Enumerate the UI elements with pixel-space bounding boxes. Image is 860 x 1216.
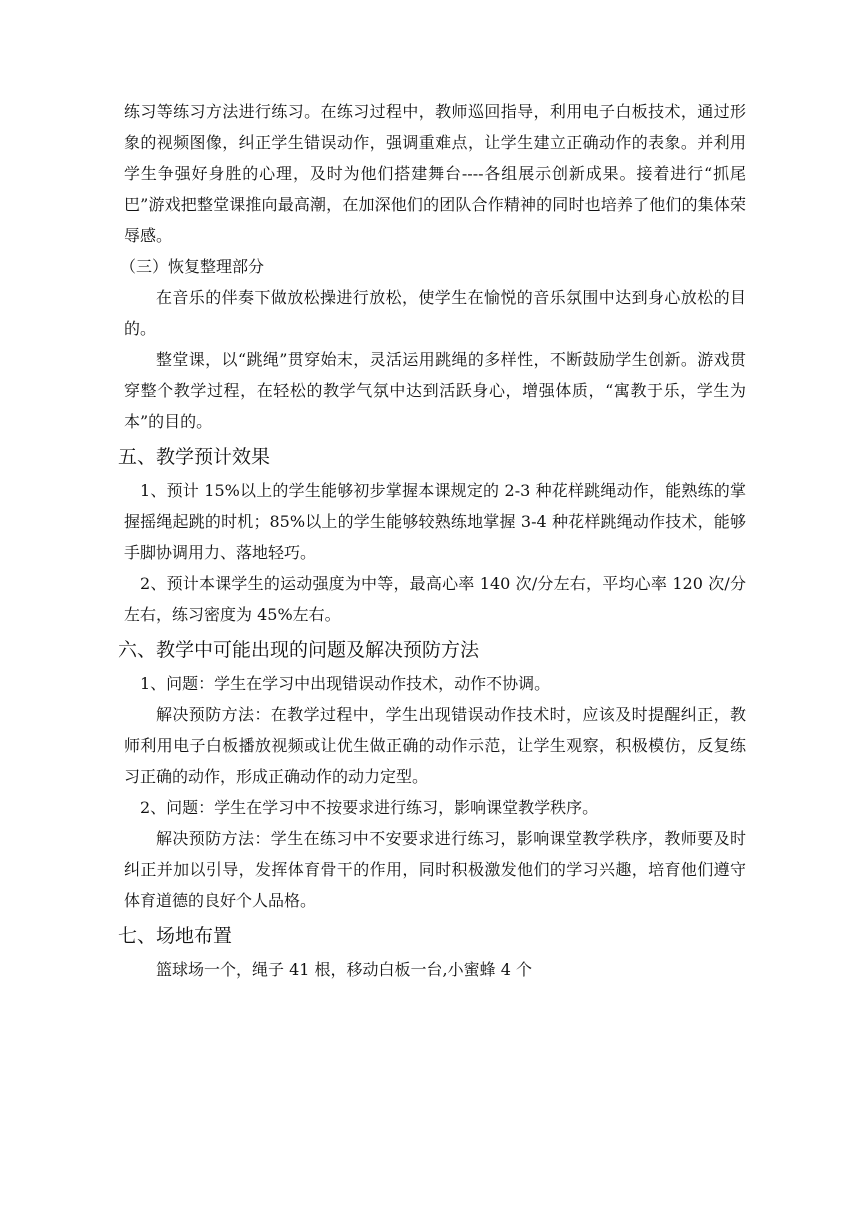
heading-venue: 七、场地布置 <box>118 925 233 947</box>
list-item-problem-2: 2、问题：学生在学习中不按要求进行练习，影响课堂教学秩序。 <box>140 798 599 817</box>
paragraph-solution-2: 解决预防方法：学生在练习中不安要求进行练习，影响课堂教学秩序，教师要及时纠正并加以引导，发挥体育骨干的作用，同时积极激发他们的学习兴趣，培育他们遵守体育道德的良好个人品格。 <box>124 829 746 910</box>
paragraph-summary: 整堂课，以“跳绳”贯穿始末，灵活运用跳绳的多样性，不断鼓励学生创新。游戏贯穿整个教学过程，在轻松的教学气氛中达到活跃身心，增强体质，“寓教于乐，学生为本”的目的。 <box>124 350 746 431</box>
document-page <box>118 96 746 985</box>
list-item-expected-1: 1、预计 15%以上的学生能够初步掌握本课规定的 2-3 种花样跳绳动作，能熟练的掌握摇绳起跳的时机；85%以上的学生能够较熟练地掌握 3-4 种花样跳绳动作技术，能够手脚协调用力、落地轻巧。 <box>124 481 746 562</box>
paragraph-practice-continuation: 练习等练习方法进行练习。在练习过程中，教师巡回指导，利用电子白板技术，通过形象的视频图像，纠正学生错误动作，强调重难点，让学生建立正确动作的表象。并利用学生争强好身胜的心理，及时为他们搭建舞台----各组展示创新成果。接着进行“抓尾巴”游戏把整堂课推向最高潮，在加深他们的团队合作精神的同时也培养了他们的集体荣辱感。 <box>124 102 746 245</box>
paragraph-venue: 篮球场一个，绳子 41 根，移动白板一台,小蜜蜂 4 个 <box>156 960 532 979</box>
subheading-recovery: （三）恢复整理部分 <box>120 257 265 276</box>
paragraph-solution-1: 解决预防方法：在教学过程中，学生出现错误动作技术时，应该及时提醒纠正，教师利用电子白板播放视频或让优生做正确的动作示范，让学生观察，积极模仿，反复练习正确的动作，形成正确动作的动力定型。 <box>124 705 746 786</box>
list-item-problem-1: 1、问题：学生在学习中出现错误动作技术，动作不协调。 <box>140 674 551 693</box>
list-item-expected-2: 2、预计本课学生的运动强度为中等，最高心率 140 次/分左右，平均心率 120 次/分左右，练习密度为 45%左右。 <box>124 574 746 624</box>
heading-expected-effect: 五、教学预计效果 <box>118 446 271 468</box>
paragraph-relaxation: 在音乐的伴奏下做放松操进行放松，使学生在愉悦的音乐氛围中达到身心放松的目的。 <box>124 288 746 338</box>
heading-problems: 六、教学中可能出现的问题及解决预防方法 <box>118 639 480 661</box>
